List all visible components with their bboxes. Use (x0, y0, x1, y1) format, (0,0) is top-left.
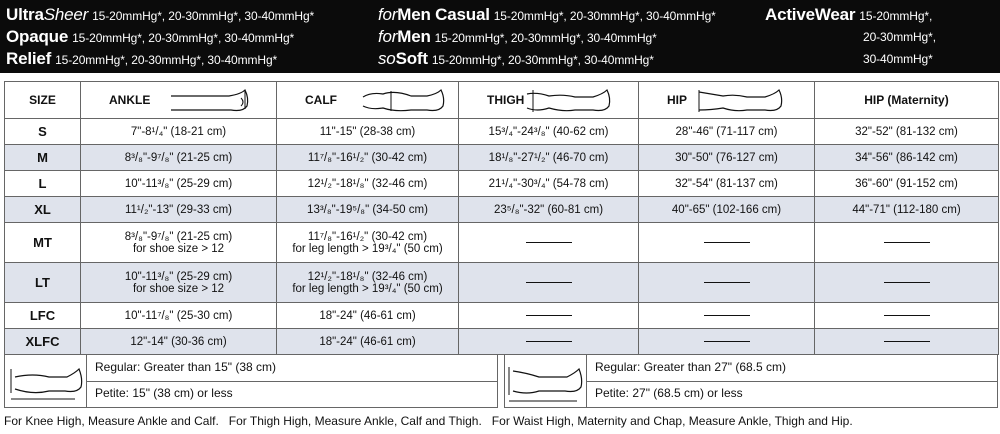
not-available-dash (704, 341, 750, 342)
thigh-cell: 18¹/₈"-27¹/₂" (46-70 cm) (459, 145, 639, 171)
hip-cell-empty (639, 303, 815, 329)
table-row (5, 329, 999, 355)
size-cell: L (5, 171, 81, 197)
thigh-cell: 23⁵/₈"-32" (60-81 cm) (459, 197, 639, 223)
ankle-cell: 12"-14" (30-36 cm) (81, 329, 277, 355)
ankle-cell (81, 263, 277, 303)
brand-header (0, 0, 1000, 73)
size-cell: S (5, 119, 81, 145)
hip-maternity-cell: 44"-71" (112-180 cm) (815, 197, 999, 223)
calf-cell (277, 223, 459, 263)
thigh-cell-empty (459, 263, 639, 303)
ankle-cell: 7"-8¹/₄" (18-21 cm) (81, 119, 277, 145)
calf-leg-icon (361, 88, 451, 114)
hip-cell: 30"-50" (76-127 cm) (639, 145, 815, 171)
hip-maternity-cell: 32"-52" (81-132 cm) (815, 119, 999, 145)
ankle-note: for shoe size > 12 (132, 242, 225, 255)
brand-line: Opaque 15-20mmHg*, 20-30mmHg*, 30-40mmHg* (6, 27, 295, 46)
not-available-dash (704, 315, 750, 316)
divider (587, 381, 997, 382)
not-available-dash (704, 282, 750, 283)
header-thigh-label: THIGH (487, 93, 525, 107)
not-available-dash (526, 242, 572, 243)
knee-regular-length: Regular: Greater than 15" (38 cm) (95, 360, 277, 374)
table-row (5, 223, 999, 263)
calf-value: 12¹/₂"-18¹/₈" (32-46 cm) (307, 270, 428, 283)
table-row (5, 171, 999, 197)
ankle-leg-icon (169, 88, 259, 114)
brand-column-3 (765, 4, 936, 70)
thigh-cell: 15³/₄"-24³/₈" (40-62 cm) (459, 119, 639, 145)
header-hip-maternity: HIP (Maternity) (815, 82, 999, 119)
calf-cell (277, 263, 459, 303)
thigh-cell: 21¹/₄"-30³/₄" (54-78 cm) (459, 171, 639, 197)
thigh-length-box (504, 354, 998, 408)
hip-maternity-cell-empty (815, 223, 999, 263)
not-available-dash (884, 341, 930, 342)
not-available-dash (884, 242, 930, 243)
thigh-high-leg-icon (505, 355, 587, 407)
not-available-dash (884, 315, 930, 316)
brand-line: forMen Casual 15-20mmHg*, 20-30mmHg*, 30-40mmHg* (378, 5, 716, 24)
hip-maternity-cell-empty (815, 263, 999, 303)
not-available-dash (884, 282, 930, 283)
calf-cell: 12¹/₂"-18¹/₈" (32-46 cm) (277, 171, 459, 197)
thigh-cell-empty (459, 329, 639, 355)
hip-maternity-cell: 34"-56" (86-142 cm) (815, 145, 999, 171)
hip-leg-icon (695, 88, 785, 114)
hip-cell-empty (639, 329, 815, 355)
not-available-dash (526, 341, 572, 342)
brand-line: Relief 15-20mmHg*, 20-30mmHg*, 30-40mmHg* (6, 49, 278, 68)
header-size: SIZE (5, 82, 81, 119)
header-ankle-label: ANKLE (109, 93, 151, 107)
ankle-cell (81, 223, 277, 263)
calf-cell: 18"-24" (46-61 cm) (277, 329, 459, 355)
thigh-cell-empty (459, 223, 639, 263)
header-calf (277, 82, 459, 119)
hip-maternity-cell: 36"-60" (91-152 cm) (815, 171, 999, 197)
calf-value: 11⁷/₈"-16¹/₂" (30-42 cm) (307, 230, 428, 243)
thigh-cell-empty (459, 303, 639, 329)
thigh-leg-icon (523, 88, 613, 114)
header-hip-label: HIP (667, 93, 688, 107)
thigh-regular-length: Regular: Greater than 27" (68.5 cm) (595, 360, 787, 374)
knee-high-leg-icon (5, 355, 87, 407)
header-hip (639, 82, 815, 119)
hip-cell-empty (639, 263, 815, 303)
brand-column-2 (378, 4, 716, 70)
table-row (5, 303, 999, 329)
ankle-cell: 10"-11⁷/₈" (25-30 cm) (81, 303, 277, 329)
not-available-dash (704, 242, 750, 243)
size-cell: LFC (5, 303, 81, 329)
ankle-value: 10"-11³/₈" (25-29 cm) (124, 270, 233, 283)
knee-length-box (4, 354, 498, 408)
hip-cell: 28"-46" (71-117 cm) (639, 119, 815, 145)
knee-petite-length: Petite: 15" (38 cm) or less (95, 386, 233, 400)
header-ankle (81, 82, 277, 119)
calf-note: for leg length > 19³/₄" (50 cm) (292, 282, 443, 295)
brand-line: ActiveWear 15-20mmHg*, (765, 5, 933, 24)
ankle-cell: 11¹/₂"-13" (29-33 cm) (81, 197, 277, 223)
brand-line: soSoft 15-20mmHg*, 20-30mmHg*, 30-40mmHg* (378, 49, 654, 68)
hip-maternity-cell-empty (815, 303, 999, 329)
hip-cell: 32"-54" (81-137 cm) (639, 171, 815, 197)
size-cell: LT (5, 263, 81, 303)
size-cell: XL (5, 197, 81, 223)
not-available-dash (526, 315, 572, 316)
ankle-value: 8³/₈"-9⁷/₈" (21-25 cm) (124, 230, 233, 243)
table-row (5, 197, 999, 223)
header-calf-label: CALF (305, 93, 337, 107)
size-cell: MT (5, 223, 81, 263)
calf-cell: 18"-24" (46-61 cm) (277, 303, 459, 329)
calf-cell: 11⁷/₈"-16¹/₂" (30-42 cm) (277, 145, 459, 171)
brand-line: 20-30mmHg*, (863, 30, 936, 44)
size-cell: XLFC (5, 329, 81, 355)
hip-maternity-cell-empty (815, 329, 999, 355)
brand-line: 30-40mmHg* (863, 52, 933, 66)
header-thigh (459, 82, 639, 119)
table-row (5, 145, 999, 171)
brand-column-1 (6, 4, 314, 70)
not-available-dash (526, 282, 572, 283)
divider (87, 381, 497, 382)
table-row (5, 119, 999, 145)
brand-line: UltraSheer 15-20mmHg*, 20-30mmHg*, 30-40mmHg* (6, 5, 315, 24)
table-header-row (5, 82, 999, 119)
calf-cell: 11"-15" (28-38 cm) (277, 119, 459, 145)
ankle-note: for shoe size > 12 (132, 282, 225, 295)
table-row (5, 263, 999, 303)
hip-cell-empty (639, 223, 815, 263)
ankle-cell: 8³/₈"-9⁷/₈" (21-25 cm) (81, 145, 277, 171)
size-cell: M (5, 145, 81, 171)
hip-cell: 40"-65" (102-166 cm) (639, 197, 815, 223)
measurement-footnote: For Knee High, Measure Ankle and Calf. For Thigh High, Measure Ankle, Calf and Thigh. For Waist High, Maternity and Chap, Measure Ankle, Thigh and Hip. (4, 414, 853, 428)
thigh-petite-length: Petite: 27" (68.5 cm) or less (595, 386, 743, 400)
brand-line: forMen 15-20mmHg*, 20-30mmHg*, 30-40mmHg* (378, 27, 657, 46)
calf-cell: 13³/₈"-19⁵/₈" (34-50 cm) (277, 197, 459, 223)
calf-note: for leg length > 19³/₄" (50 cm) (292, 242, 443, 255)
ankle-cell: 10"-11³/₈" (25-29 cm) (81, 171, 277, 197)
size-chart-table (4, 81, 999, 355)
